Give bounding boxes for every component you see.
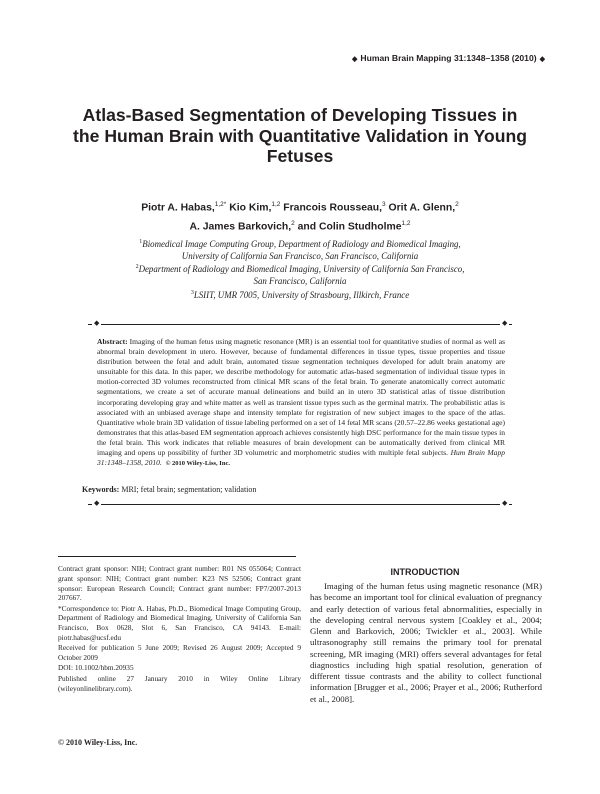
doi-note: DOI: 10.1002/hbm.20935: [58, 663, 134, 673]
author-list: [80, 197, 520, 235]
diamond-icon: ◆: [502, 319, 508, 327]
affil-number: 2: [135, 264, 139, 271]
abstract-copyright: © 2010 Wiley-Liss, Inc.: [165, 460, 230, 468]
keywords: [82, 485, 522, 495]
affil-text: Biomedical Image Computing Group, Department of Radiology and Biomedical Imaging,: [142, 238, 461, 249]
author-name: Orit A. Glenn,: [385, 202, 456, 214]
diamond-icon: ◆: [94, 319, 100, 327]
diamond-icon: ◆: [502, 499, 508, 507]
abstract-label: Abstract:: [97, 337, 128, 346]
abstract: [97, 337, 505, 469]
keywords-text: MRI; fetal brain; segmentation; validation: [121, 485, 257, 494]
affil-number: 3: [190, 289, 194, 296]
author-line-1: [80, 197, 520, 216]
affil-text: LSIIT, UMR 7005, University of Strasbourg, Illkirch, France: [193, 289, 410, 300]
author-name: A. James Barkovich,: [189, 221, 292, 233]
diamond-icon: ◆: [94, 499, 100, 507]
affil-text: Department of Radiology and Biomedical Imaging, University of California San Francisco,: [138, 264, 465, 275]
running-head: [349, 53, 548, 63]
paper-title: Atlas-Based Segmentation of Developing Tissues in the Human Brain with Quantitative Validation in Young Fetuses: [73, 105, 527, 166]
footnote-rule: [58, 556, 296, 557]
journal-citation: Human Brain Mapping 31:1348–1358 (2010): [360, 53, 537, 63]
author-affil-marker: 1,2*: [214, 201, 227, 208]
funding-note: Contract grant sponsor: NIH; Contract grant number: R01 NS 055064; Contract grant sponsor: NIH; Contract grant number: K23 NS 52506; Contract grant sponsor: European Research Council; Contract grant number: FP7/2007-2013 207667.: [58, 564, 301, 603]
affiliation-3: [80, 288, 520, 302]
author-affil-marker: 2: [291, 219, 295, 227]
affil-text: San Francisco, California: [253, 276, 347, 287]
keywords-label: Keywords:: [82, 485, 120, 494]
diamond-icon: ◆: [351, 56, 358, 63]
affiliation-1: [80, 237, 520, 251]
received-note: Received for publication 5 June 2009; Revised 26 August 2009; Accepted 9 October 2009: [58, 643, 301, 663]
author-affil-marker: 1,2: [271, 201, 281, 208]
author-affil-marker: 3: [382, 201, 386, 208]
author-name: Francois Rousseau,: [280, 202, 383, 214]
published-note: Published online 27 January 2010 in Wiley Online Library (wileyonlinelibrary.com).: [58, 673, 301, 693]
author-affil-marker: 2: [455, 201, 459, 208]
correspondence-note: *Correspondence to: Piotr A. Habas, Ph.D., Biomedical Image Computing Group, Department of Radiology and Biomedical Imaging, University of California San Francisco, Box 0628, Slot 6, San Francisco, CA 94143. E-mail: piotr.habas@ucsf.edu: [58, 603, 301, 643]
section-heading: INTRODUCTION: [390, 567, 460, 577]
affil-text: University of California San Francisco, San Francisco, California: [181, 250, 419, 261]
author-affil-marker: 1,2: [401, 219, 411, 227]
abstract-citation: Hum Brain Mapp 31:1348–1358, 2010.: [97, 448, 506, 468]
affiliations: [80, 237, 520, 301]
author-name: Piotr A. Habas,: [141, 202, 215, 214]
author-name: and Colin Studholme: [294, 221, 402, 233]
introduction-text: Imaging of the human fetus using magnetic resonance (MR) has become an important tool for clinical evaluation of pregnancy and early detection of various fetal abnormalities, especially in the developing central nervous system [Coakley et al., 2004; Glenn and Barkovich, 2006; Twickler et al., 2003]. While ultrasonography still remains the primary tool for prenatal screening, MR imaging (MRI) offers several advantages for fetal diagnostics including high spatial resolution, generation of different tissue contrasts and the ability to collect functional information [Brugger et al., 2006; Prayer et al., 2006; Rutherford et al., 2008].: [310, 581, 542, 704]
footnotes: [58, 564, 301, 694]
affiliation-2: [80, 262, 520, 276]
section-divider: [88, 504, 512, 505]
copyright-footer: © 2010 Wiley-Liss, Inc.: [58, 738, 138, 747]
section-divider: [88, 324, 512, 325]
author-line-2: [80, 216, 520, 235]
abstract-text: Imaging of the human fetus using magnetic resonance (MR) is an essential tool for quantitative studies of normal as well as abnormal brain development in utero. However, because of fundamental differences in tissue types, tissue properties and tissue distribution between the fetal and adult brain, automated tissue segmentation techniques developed for adult brain anatomy are unsuitable for this data. In this paper, we describe methodology for automatic atlas-based segmentation of individual tissue types in motion-corrected 3D volumes reconstructed from clinical MR scans of the fetal brain. To generate anatomically correct automatic segmentations, we create a set of accurate manual delineations and build an in utero 3D statistical atlas of tissue distribution incorporating developing gray and white matter as well as transient tissue types such as the germinal matrix. The probabilistic atlas is associated with an unbiased average shape and intensity template for registration of new subject images to the space of the atlas. Quantitative whole brain 3D validation of tissue labeling performed on a set of 14 fetal MR scans (20.57–22.86 weeks gestational age) demonstrates that this atlas-based EM segmentation approach achieves consistently high DSC performance for the main tissue types in the fetal brain. This work indicates that reliable measures of brain development can be automatically derived from clinical MR imaging and opens up possibility of further 3D volumetric and morphometric studies with multiple fetal subjects.: [97, 337, 506, 458]
diamond-icon: ◆: [539, 56, 545, 63]
affil-number: 1: [139, 239, 143, 245]
author-name: Kio Kim,: [226, 202, 272, 214]
